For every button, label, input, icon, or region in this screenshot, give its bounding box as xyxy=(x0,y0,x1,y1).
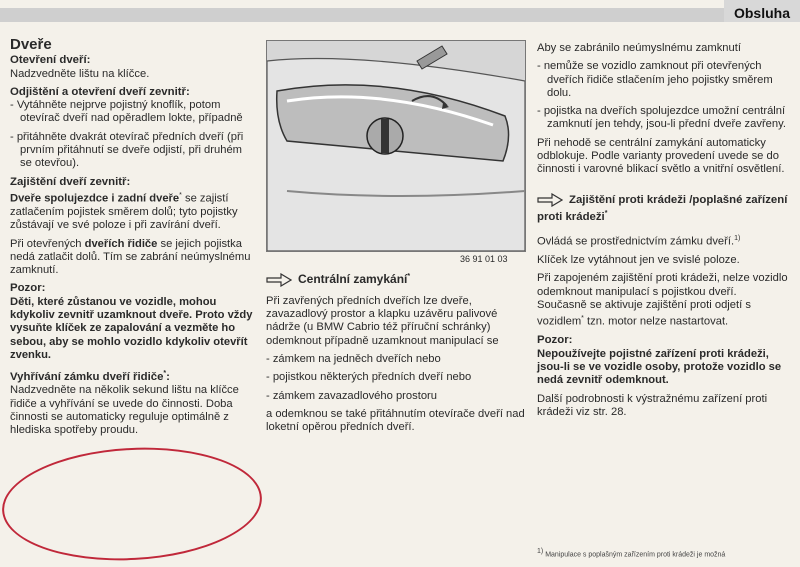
bold-lead: Dveře spolujezdce i zadní dveře xyxy=(10,192,180,205)
header-bar xyxy=(0,8,800,22)
anti-theft-heading: Zajištění proti krádeži /poplašné zařízení proti krádeži* xyxy=(537,193,788,223)
central-locking-heading: Centrální zamykání* xyxy=(266,270,526,287)
car-door-icon xyxy=(267,41,525,251)
anti-theft-p1: Ovládá se prostřednictvím zámku dveří.$^{1)}$ xyxy=(537,235,741,248)
paragraph-lock: Dveře spolujezdce i zadní dveře* se zajistí zatlačením pojistek směrem dolů; tyto pojistky zůstávají ve své poloze i při zavírání dveří. xyxy=(10,191,238,232)
door-lock-illustration xyxy=(266,40,526,252)
subheading-open-doors: Otevření dveří: xyxy=(10,54,91,67)
text-span: Při zapojeném zajištění proti krádeži, nelze vozidlo odemknout manipulací s pojistkou dveří. Současně se aktivuje zajištění proti odjetí s vozidlem xyxy=(537,272,788,329)
right-arrow-icon xyxy=(266,273,292,287)
text-span: tzn. motor nelze nastartovat. xyxy=(587,316,729,329)
accident-text: Při nehodě se centrální zamykání automaticky odblokuje. Podle varianty provedení uvede se do činnosti i varovné blikací světlo a vnitřní osvětlení. xyxy=(537,136,785,176)
anti-theft-p3: Při zapojeném zajištění proti krádeži, nelze vozidlo odemknout manipulací s pojistkou dveří. Současně se aktivuje zajištění proti odjetí s vozidlem* tzn. motor nelze nastartovat. xyxy=(537,272,788,329)
right-column xyxy=(537,42,789,424)
text-span: Ovládá se prostřednictvím zámku dveří. xyxy=(537,235,735,248)
text-open-doors: Nadzvedněte lištu na klíčce. xyxy=(10,67,150,80)
warning-text: Nepoužívejte pojistné zařízení proti krádeži, jsou-li se ve vozidle osoby, protože vozidlo se nedá zevnitř odemknout. xyxy=(537,347,782,387)
list-item: - Vytáhněte nejprve pojistný knoflík, potom otevírač dveří nad opěradlem lokte, případně xyxy=(10,99,243,125)
warning-text: Děti, které zůstanou ve vozidle, mohou kdykoliv zevnitř uzamknout dveře. Proto vždy vysuňte klíček ze zapalování a vezměte ho sebou, aby se mohlo vozidlo kdykoliv otevřít zvenku. xyxy=(10,295,253,361)
text-span: se jejich pojistka nedá zatlačit dolů. Tím se zabrání neúmyslnému zamknutí. xyxy=(10,237,251,277)
intro-text: Aby se zabránilo neúmyslnému zamknutí xyxy=(537,42,741,54)
footnote-text: Manipulace s poplašným zařízením proti krádeži je možná xyxy=(545,551,726,559)
paragraph-text: se zajistí zatlačením pojistek směrem dolů; tyto pojistky zůstávají ve své poloze i při zavírání dveří. xyxy=(10,192,238,232)
section-title: Obsluha xyxy=(733,5,790,21)
central-locking-outro: a odemknou se také přitáhnutím otevírače dveří nad loketní opěrou předních dveří. xyxy=(266,407,525,434)
red-ink-circle xyxy=(0,441,265,566)
left-column xyxy=(10,38,256,443)
subheading-unlock-inside: Odjištění a otevření dveří zevnitř: xyxy=(10,85,190,98)
list-item: - nemůže se vozidlo zamknout při otevřených dveřích řidiče stlačením jeho pojistky směrem dolu. xyxy=(537,60,773,99)
bold-span: dveřích řidiče xyxy=(84,237,158,250)
middle-column xyxy=(266,268,526,440)
list-item: - zámkem na jedněch dveřích nebo xyxy=(266,353,441,366)
paragraph-driver-door xyxy=(10,238,256,278)
anti-theft-p2: Klíček lze vytáhnout jen ve svislé poloze. xyxy=(537,254,740,267)
heating-text: Nadzvedněte na několik sekund lištu na klíčce řidiče a vyhřívání se uvede do činnosti. Doba činnosti se automaticky reguluje optimálně z hlediska spotřeby proudu. xyxy=(10,384,239,437)
list-item: - pojistkou některých předních dveří nebo xyxy=(266,371,472,384)
more-info-text: Další podrobnosti k výstražnému zařízení proti krádeži viz str. 28. xyxy=(537,392,768,418)
warning-title: Pozor: xyxy=(10,282,46,295)
central-locking-intro: Při zavřených předních dveřích lze dveře, zavazadlový prostor a klapku uzávěru palivové nádrže (u BMW Cabrio též příruční schránky) odemknout případně uzamknout manipulací se xyxy=(266,294,499,347)
list-item: - zámkem zavazadlového prostoru xyxy=(266,389,437,402)
page-title: Dveře xyxy=(10,36,52,53)
list-item: - pojistka na dveřích spolujezdce umožní centrální zamknutí jen tehdy, jsou-li přední dveře zavřeny. xyxy=(537,105,786,131)
text-span: Při otevřených xyxy=(10,237,82,250)
list-item: - přitáhněte dvakrát otevírač předních dveří (při prvním přitáhnutí se dveře odjistí, při druhém se otevřou). xyxy=(10,130,244,170)
heading-text: Vyhřívání zámku dveří řidiče xyxy=(10,371,164,384)
figure-code: 36 91 01 03 xyxy=(460,254,508,264)
right-arrow-icon xyxy=(537,193,563,207)
subheading-lock-heating: Vyhřívání zámku dveří řidiče*: xyxy=(10,370,170,384)
heading-text: Centrální zamykání xyxy=(298,272,408,286)
warning-title: Pozor: xyxy=(537,334,573,347)
footnote: $^{1)}$ Manipulace s poplašným zařízením proti krádeži je možná xyxy=(537,548,726,559)
heading-text: Zajištění proti krádeži /poplašné zařízení proti krádeži xyxy=(537,193,788,223)
subheading-lock-inside: Zajištění dveří zevnitř: xyxy=(10,175,131,188)
